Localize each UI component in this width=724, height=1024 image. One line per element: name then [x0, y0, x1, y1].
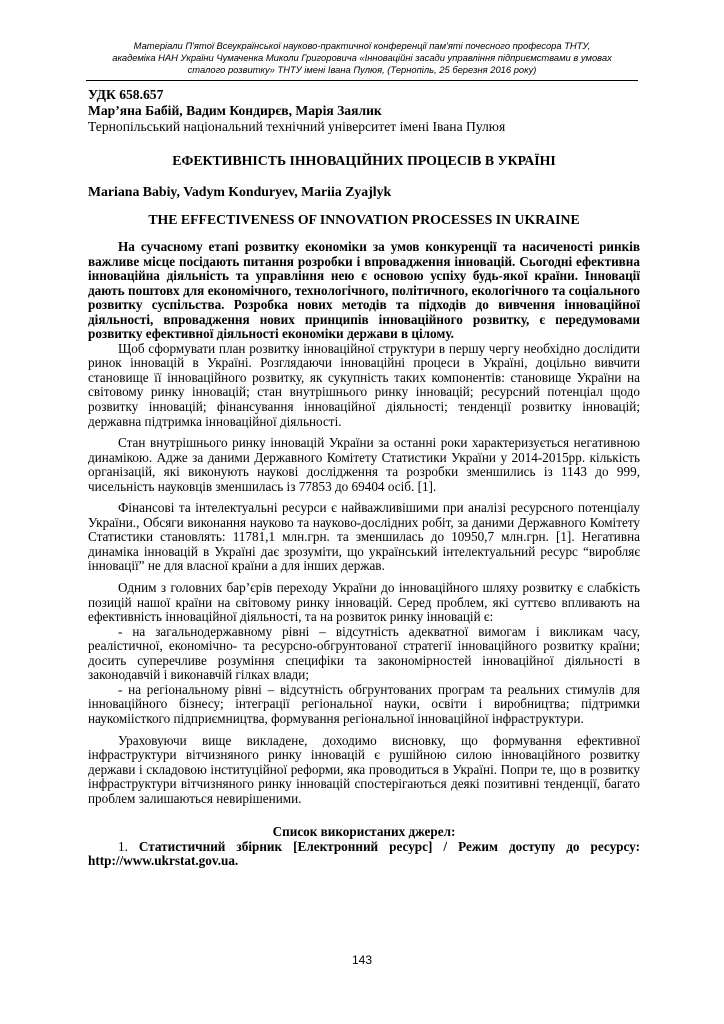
- reference-text: Статистичний збірник [Електронний ресурс] / Режим доступу до ресурсу: http://www.ukrstat.gov.ua.: [88, 838, 640, 869]
- paragraph-4: Одним з головних бар’єрів переходу України до інноваційного шляху розвитку є слабкість позицій нашої країни на світовому ринку інновацій. Серед проблем, які суттєво впливають на ефективність інноваційної діяльності, та на розвиток ринку інновацій є:: [88, 580, 640, 625]
- title-en: THE EFFECTIVENESS OF INNOVATION PROCESSES IN UKRAINE: [148, 212, 580, 227]
- references-title: Список використаних джерел:: [272, 824, 456, 840]
- paragraph-2: Стан внутрішнього ринку інновацій України за останні роки характеризується негативною динамікою. Адже за даними Державного Комітету Статистики України у 2014-2015рр. кількість організацій, які виконують наукові дослідження та розробки зменшились із 1143 до 999, чисельність науковців зменшилась із 77853 до 69404 осіб. [1].: [88, 435, 640, 494]
- page-number: 143: [351, 953, 373, 967]
- paragraph-3: Фінансові та інтелектуальні ресурси є найважливішими при аналізі ресурсного потенціалу України., Обсяги виконання науково та науково-дослідних робіт, за даними Державного Комітету Статистики становлять: 11781,1 млн.грн. та зменшилась до 10950,7 млн.грн. [1]. Негативна динаміка інновацій в Україні дає зрозуміти, що український інтелектуальний ресурс “виробляє інновації” не для власної країни а для інших держав.: [88, 500, 640, 574]
- udc-code: УДК 658.657: [88, 87, 164, 102]
- header-line-3: сталого розвитку» ТНТУ імені Івана Пулюя, (Тернопіль, 25 березня 2016 року): [187, 64, 537, 76]
- header-line-2: академіка НАН України Чумаченка Миколи Григоровича «Інноваційні засади управління підприємствами в умовах: [112, 52, 612, 64]
- title-ua: ЕФЕКТИВНІСТЬ ІННОВАЦІЙНИХ ПРОЦЕСІВ В УКРАЇНІ: [172, 153, 556, 168]
- abstract: На сучасному етапі розвитку економіки за умов конкуренції та насиченості ринків важливе місце посідають питання розробки і впровадження інновацій. Сьогодні ефективна інноваційна діяльність та управління нею є основою успіху будь-якої країни. Інновації дають поштовх для економічного, технологічного, політичного, екологічного та соціального розвитку суспільства. Розробка нових методів та підходів до вивчення інноваційної діяльності, впровадження нових принципів інноваційного розвитку, є передумовами розвитку ефективної діяльності економіки держави в цілому.: [88, 239, 640, 342]
- reference-number: 1.: [118, 838, 128, 854]
- header-divider: [86, 80, 638, 81]
- article-meta: [88, 87, 640, 134]
- paragraph-1: Щоб сформувати план розвитку інноваційної структури в першу чергу необхідно дослідити ринок інновацій в Україні. Розглядаючи інноваційні процеси в Україні, доцільно вивчити становище її інноваційного розвитку, як сукупність таких компонентів: становище України на світовому ринку інновацій; стан внутрішнього ринку інновацій; ресурсний потенціал щодо розвитку інновацій; фінансування інноваційної діяльності; тенденції розвитку інновацій; державна підтримка інноваційної діяльності.: [88, 340, 640, 429]
- reference-item: [88, 840, 640, 869]
- dash-item-national: - на загальнодержавному рівні – відсутність адекватної вимогам і викликам часу, реалістичної, економічно- та ресурсно-обгрунтованої стратегії інноваційного розвитку країни; досить суперечливе розуміння специфіки та закономірностей інноваційної діяльності в законодавчій і виконавчій гілках влади;: [88, 623, 640, 683]
- affiliation: Тернопільський національний технічний університет імені Івана Пулюя: [88, 118, 506, 134]
- dash-item-regional: - на регіональному рівні – відсутність обгрунтованих програм та реальних стимулів для інноваційного бізнесу; інтеграції регіональної науки, освіти і виробництва; підтримки наукоміісткого підприємництва, формування регіональної інноваційної інфраструктури.: [88, 681, 640, 726]
- paragraph-conclusion: Ураховуючи вище викладене, доходимо висновку, що формування ефективної інфраструктури вітчизняного ринку інновацій є рушійною силою інноваційного розвитку держави і складовою інституційної реформи, яка проводиться в Україні. Попри те, що в розвитку інфраструктури вітчизняного ринку інновацій спостерігаються деякі позитивні тенденції, багато проблем залишаються невирішеними.: [88, 732, 640, 806]
- header-line-1: Матеріали П'ятої Всеукраїнської науково-практичної конференції пам'яті почесного професора ТНТУ,: [133, 40, 591, 51]
- authors-en: Mariana Babiy, Vadym Konduryev, Mariia Zyajlyk: [88, 184, 392, 199]
- conference-header: [60, 40, 664, 77]
- article-body: [88, 240, 640, 869]
- authors-ua: Мар’яна Бабій, Вадим Кондирєв, Марія Заялик: [88, 102, 382, 118]
